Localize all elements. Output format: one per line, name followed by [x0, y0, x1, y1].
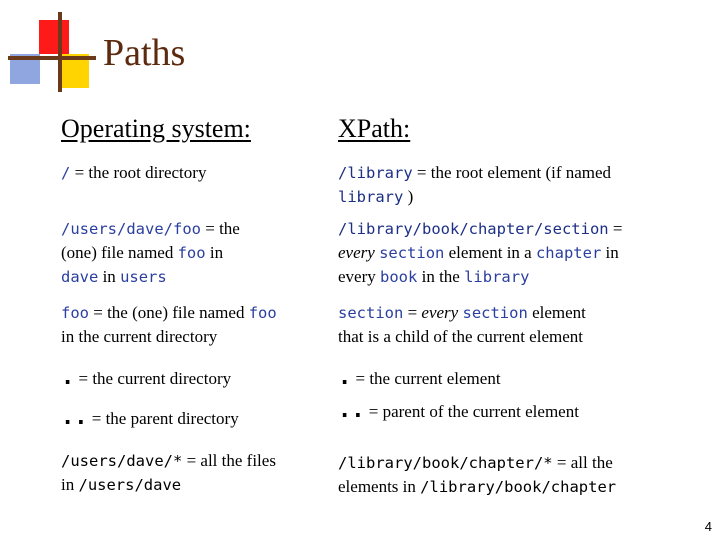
logo-horizontal-bar	[8, 56, 96, 60]
xpath-code: /library	[338, 164, 413, 182]
left-column-heading: Operating system:	[61, 114, 251, 143]
xpath-current-element: . = the current element	[338, 365, 501, 390]
xpath-root-element: /library = the root element (if named library )	[338, 163, 612, 206]
xpath-every-section: /library/book/chapter/section = every section element in a chapter in every book in the library	[338, 219, 623, 286]
xpath-all-elements: /library/book/chapter/* = all the elements in /library/book/chapter	[338, 453, 617, 496]
xpath-child-section: section = every section element that is a child of the current element	[338, 303, 586, 346]
os-path-code: /	[61, 164, 71, 182]
slide-title: Paths	[103, 32, 186, 74]
os-all-files: /users/dave/* = all the files in /users/dave	[61, 451, 276, 494]
os-current-directory: . = the current directory	[61, 365, 232, 390]
page-number: 4	[704, 519, 712, 534]
slide-logo	[8, 12, 98, 92]
right-column-heading: XPath:	[338, 114, 411, 143]
os-parent-directory: .. = the parent directory	[61, 405, 239, 430]
os-file-foo-in-dave: /users/dave/foo = the (one) file named foo in dave in users	[61, 219, 240, 286]
os-root-directory: / = the root directory	[61, 163, 207, 182]
os-file-foo-current: foo = the (one) file named foo in the current directory	[61, 303, 277, 346]
logo-vertical-bar	[58, 12, 62, 92]
xpath-parent-element: .. = parent of the current element	[338, 398, 579, 423]
logo-red-square	[39, 20, 69, 54]
